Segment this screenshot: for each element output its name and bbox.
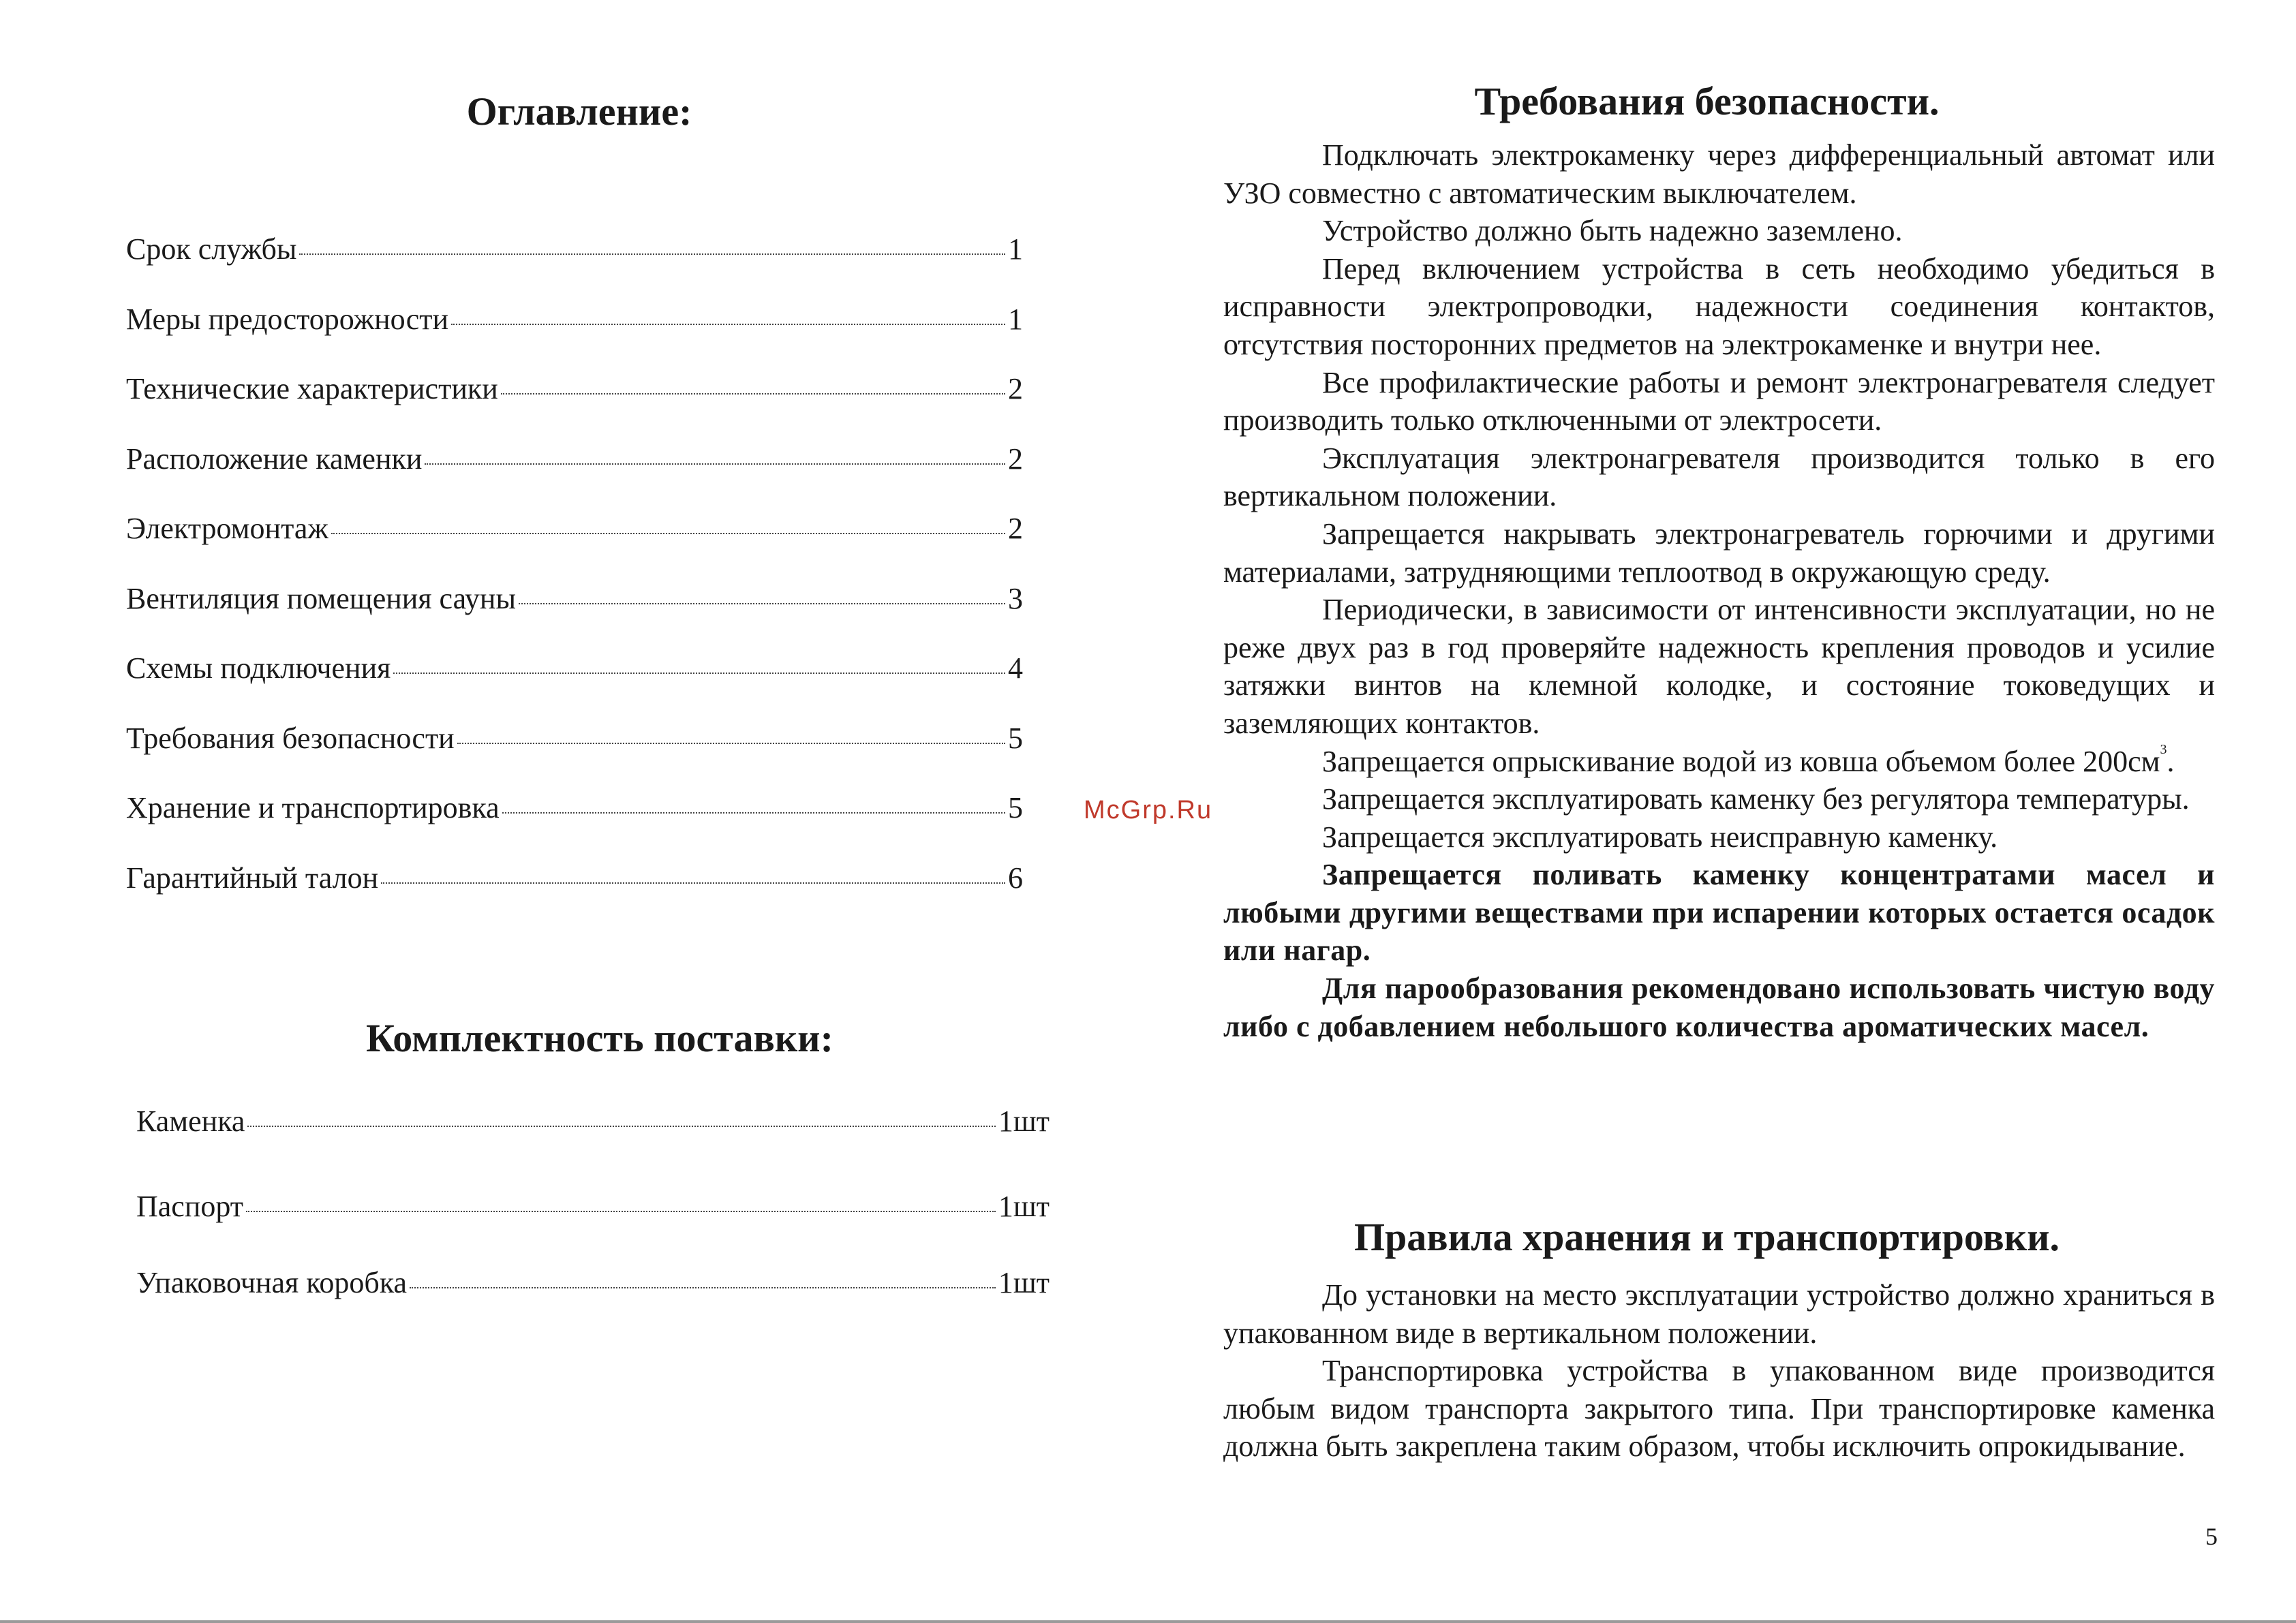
page-number: 5 [2205, 1523, 2218, 1550]
toc-item[interactable] [126, 232, 1023, 302]
toc-item-label: Требования безопасности [126, 721, 455, 755]
kit-item-label: Каменка [136, 1104, 245, 1138]
safety-paragraph: Запрещается эксплуатировать неисправную каменку. [1322, 820, 1998, 854]
bottom-edge-bar [0, 1620, 2296, 1623]
spray-end: . [2167, 744, 2175, 778]
toc-item[interactable] [126, 861, 1023, 931]
safety-paragraph: Устройство должно быть надежно заземлено. [1322, 214, 1903, 248]
toc-item-page: 1 [1008, 302, 1023, 336]
safety-paragraph: Запрещается накрывать электронагреватель горючими и другими материалами, затрудняющими теплоотвод в окружающую среду. [1223, 516, 2215, 589]
safety-text [1223, 136, 2215, 1045]
leader-dots [501, 393, 1005, 395]
kit-item-label: Упаковочная коробка [136, 1266, 408, 1299]
safety-paragraph: Перед включением устройства в сеть необходимо убедиться в исправности электропроводки, надежности соединения контактов, отсутствия посторонних предметов на электрокаменке и внутри нее. [1223, 251, 2215, 361]
cube-superscript: 3 [2160, 741, 2167, 757]
toc-item-page: 3 [1008, 581, 1023, 615]
spray-paragraph [1223, 743, 2215, 781]
leader-dots [425, 463, 1005, 465]
spray-text: Запрещается опрыскивание водой из ковша объемом более 200см [1322, 744, 2160, 778]
leader-dots [393, 673, 1005, 674]
left-page [0, 0, 1118, 1623]
toc-item-label: Вентиляция помещения сауны [126, 581, 517, 615]
toc-item[interactable] [126, 721, 1023, 791]
kit-item-qty: 1шт [998, 1104, 1050, 1138]
toc-item[interactable] [126, 442, 1023, 512]
leader-dots [299, 253, 1005, 255]
safety-paragraph: Все профилактические работы и ремонт электронагревателя следует производить только отключенными от электросети. [1223, 365, 2215, 437]
toc-item-page: 2 [1008, 512, 1023, 545]
toc-item[interactable] [126, 371, 1023, 442]
safety-warning-bold: Для парообразования рекомендовано использовать чистую воду либо с добавлением небольшого количества ароматических масел. [1223, 972, 2215, 1043]
kit-list [136, 1104, 1050, 1342]
kit-item [136, 1265, 1050, 1342]
toc-item[interactable] [126, 511, 1023, 581]
leader-dots [410, 1287, 996, 1288]
leader-dots [331, 533, 1005, 534]
safety-paragraph: Периодически, в зависимости от интенсивности эксплуатации, но не реже двух раз в год проверяйте надежность крепления проводов и усилие затяжки винтов на клемной колодке, и состояние токоведущих и заземляющих контактов. [1223, 593, 2215, 740]
toc-title: Оглавление: [466, 89, 692, 134]
storage-paragraph: До установки на место эксплуатации устройство должно храниться в упакованном виде в вертикальном положении. [1223, 1278, 2215, 1350]
kit-item-qty: 1шт [998, 1190, 1050, 1223]
toc-item[interactable] [126, 790, 1023, 861]
toc-item[interactable] [126, 302, 1023, 372]
kit-item-label: Паспорт [136, 1190, 244, 1223]
safety-paragraph: Подключать электрокаменку через дифференциальный автомат или УЗО совместно с автоматическим выключателем. [1223, 138, 2215, 210]
storage-title: Правила хранения и транспортировки. [1353, 1215, 2060, 1259]
leader-dots [246, 1211, 996, 1212]
kit-item [136, 1104, 1050, 1189]
storage-paragraph: Транспортировка устройства в упакованном виде производится любым видом транспорта закрытого типа. При транспортировке каменка должна быть закреплена таким образом, чтобы исключить опрокидывание. [1223, 1354, 2215, 1464]
kit-item [136, 1189, 1050, 1265]
toc-item-label: Технические характеристики [126, 372, 498, 405]
toc-item-page: 2 [1008, 372, 1023, 405]
toc-item-page: 5 [1008, 791, 1023, 824]
safety-paragraph: Эксплуатация электронагревателя производится только в его вертикальном положении. [1223, 441, 2215, 513]
toc-item-label: Электромонтаж [126, 512, 328, 545]
toc-item-label: Меры предосторожности [126, 302, 449, 336]
leader-dots [502, 812, 1005, 814]
toc-item-label: Хранение и транспортировка [126, 791, 500, 824]
toc-item[interactable] [126, 651, 1023, 721]
toc-item-page: 1 [1008, 232, 1023, 266]
toc-item-label: Расположение каменки [126, 442, 423, 476]
toc-item-page: 5 [1008, 721, 1023, 755]
storage-text [1223, 1276, 2215, 1466]
safety-paragraph: Запрещается эксплуатировать каменку без регулятора температуры. [1322, 782, 2190, 816]
kit-item-qty: 1шт [998, 1266, 1050, 1299]
toc-list [126, 232, 1023, 930]
safety-title: Требования безопасности. [1474, 79, 1940, 123]
safety-warning-bold: Запрещается поливать каменку концентратами масел и любыми другими веществами при испарении которых остается осадок или нагар. [1223, 858, 2215, 968]
toc-item-label: Гарантийный талон [126, 861, 379, 895]
leader-dots [381, 882, 1005, 884]
toc-item-label: Схемы подключения [126, 651, 391, 685]
toc-item-page: 2 [1008, 442, 1023, 476]
kit-title: Комплектность поставки: [366, 1016, 833, 1060]
toc-item-page: 4 [1008, 651, 1023, 685]
toc-item[interactable] [126, 581, 1023, 651]
toc-item-label: Срок службы [126, 232, 297, 266]
watermark-text: McGrp.Ru [1084, 796, 1213, 824]
leader-dots [457, 743, 1005, 744]
leader-dots [519, 603, 1005, 604]
toc-item-page: 6 [1008, 861, 1023, 895]
leader-dots [451, 324, 1005, 325]
leader-dots [247, 1126, 995, 1127]
